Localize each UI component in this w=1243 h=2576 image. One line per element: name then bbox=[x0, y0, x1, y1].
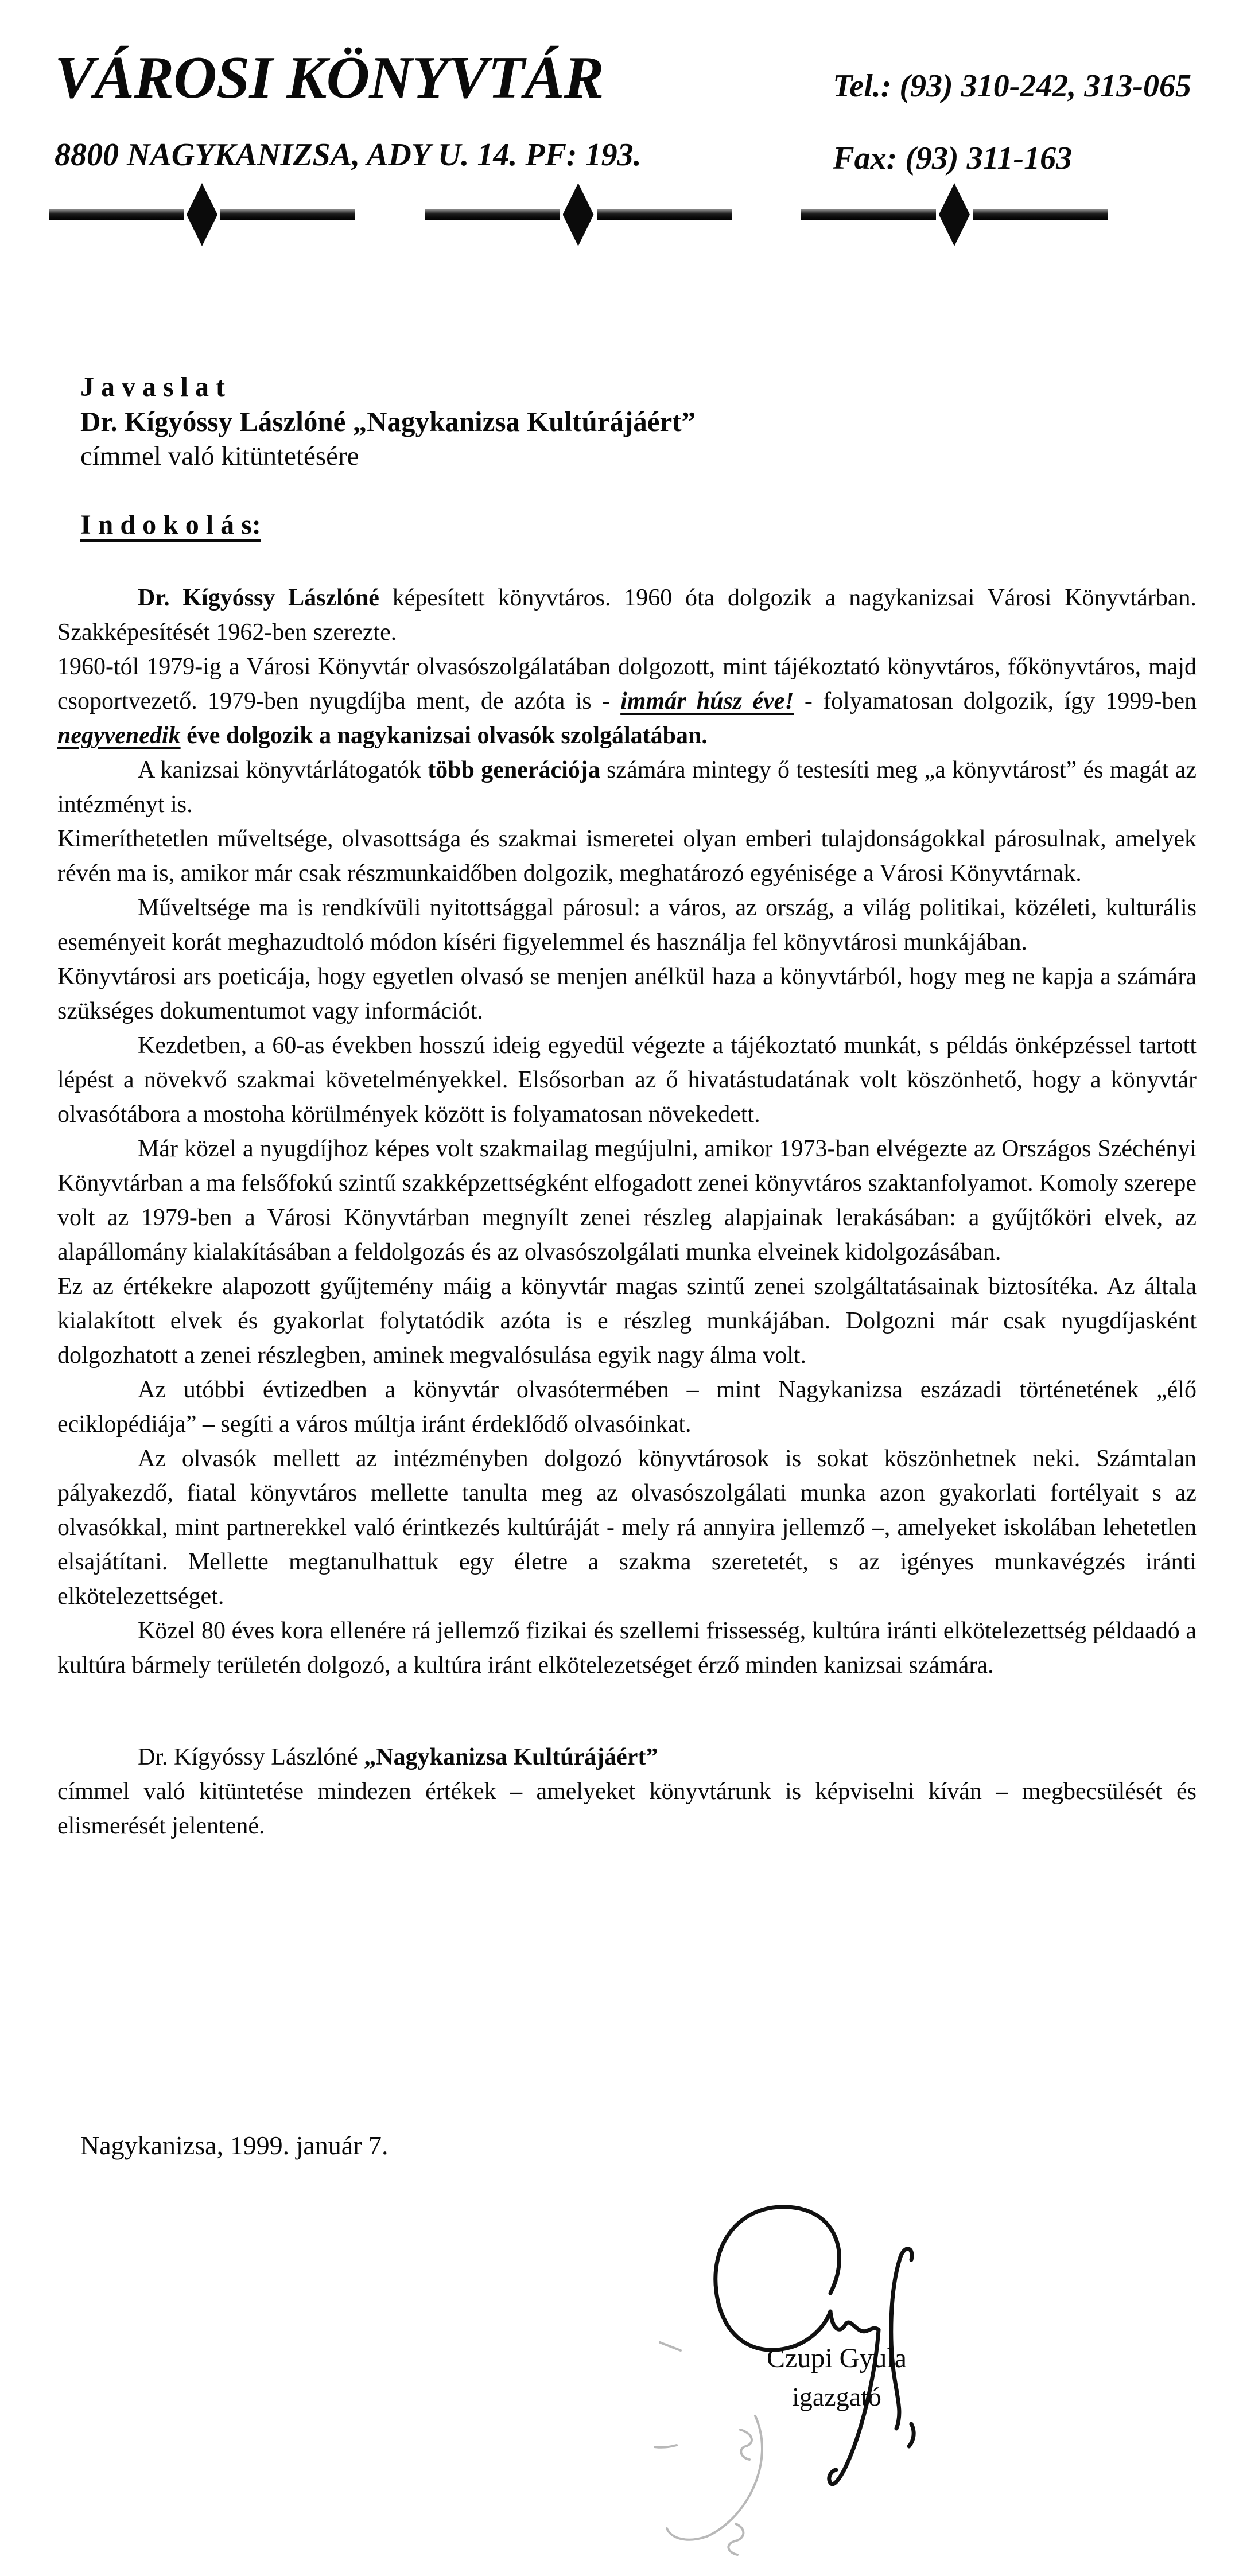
justification-heading: I n d o k o l á s: bbox=[80, 510, 261, 540]
text-run: negyvenedik bbox=[57, 722, 181, 749]
org-name: VÁROSI KÖNYVTÁR bbox=[55, 44, 604, 111]
pencil-mark bbox=[654, 2342, 762, 2555]
text-run: címmel való kitüntetése mindezen értékek – amelyeket könyvtárunk is képviselni kíván – megbecsülését és elismerését jelentené. bbox=[57, 1778, 1197, 1839]
document-paragraphs bbox=[57, 581, 1197, 1843]
body-paragraph bbox=[57, 891, 1197, 959]
body-paragraph bbox=[57, 581, 1197, 650]
divider-bar bbox=[220, 209, 355, 220]
body-paragraph bbox=[57, 1028, 1197, 1132]
signatory-name: Czupi Gyula bbox=[767, 2343, 907, 2373]
title-subtitle: címmel való kitüntetésére bbox=[80, 441, 359, 471]
text-run: - folyamatosan dolgozik, így 1999-ben bbox=[794, 688, 1197, 714]
org-fax: Fax: (93) 311-163 bbox=[833, 141, 1073, 176]
date-line: Nagykanizsa, 1999. január 7. bbox=[80, 2131, 389, 2160]
signatory-role: igazgató bbox=[792, 2382, 881, 2411]
body-paragraph bbox=[57, 959, 1197, 1028]
proposal-title: J a v a s l a t bbox=[80, 372, 225, 402]
text-run: képesített könyvtáros. 1960 óta dolgozik a nagykanizsai Városi Könyvtárban. Szakképesítését 1962-ben szerezte. bbox=[57, 585, 1197, 646]
text-run: 1960-tól 1979-ig a Városi Könyvtár olvasószolgálatában dolgozott, mint tájékoztató könyvtáros, főkönyvtáros, majd csoportvezető. 1979-ben nyugdíjba ment, de azóta is - bbox=[57, 654, 1197, 714]
title-block bbox=[80, 370, 696, 541]
body-paragraph bbox=[57, 822, 1197, 891]
body-paragraph bbox=[57, 1740, 1197, 1774]
divider-bar bbox=[801, 209, 936, 220]
text-run: Az utóbbi évtizedben a könyvtár olvasótermében – mint Nagykanizsa eszázadi történetének „élő eciklopédiája” – segíti a város múltja iránt érdeklődő olvasóinkat. bbox=[57, 1377, 1197, 1437]
letterhead-left bbox=[55, 46, 642, 173]
divider-unit bbox=[801, 183, 1108, 246]
body-paragraph bbox=[57, 1373, 1197, 1442]
body-paragraph bbox=[57, 1269, 1197, 1373]
body-paragraph bbox=[57, 1614, 1197, 1683]
divider-bar bbox=[973, 209, 1108, 220]
text-run: Dr. Kígyóssy Lászlóné bbox=[138, 585, 379, 611]
signature-block bbox=[654, 2192, 964, 2576]
divider-bar bbox=[597, 209, 732, 220]
letterhead bbox=[55, 46, 1191, 177]
org-tel: Tel.: (93) 310-242, 313-065 bbox=[833, 68, 1191, 104]
divider-unit bbox=[425, 183, 732, 246]
honoree-name-line: Dr. Kígyóssy Lászlóné „Nagykanizsa Kultúrájáért” bbox=[80, 406, 696, 437]
body-paragraph bbox=[57, 1774, 1197, 1843]
text-run: számára mintegy ő testesíti meg „a könyvtárost” és magát az intézményt is. bbox=[57, 757, 1197, 818]
text-run: „Nagykanizsa Kultúrájáért” bbox=[364, 1744, 658, 1770]
divider-unit bbox=[49, 183, 355, 246]
body-paragraph bbox=[57, 650, 1197, 753]
body-paragraph bbox=[57, 753, 1197, 822]
text-run: Kimeríthetetlen műveltsége, olvasottsága és szakmai ismeretei olyan emberi tulajdonságokkal párosulnak, amelyek révén ma is, amikor már csak részmunkaidőben dolgozik, meghatározó egyénisége a Városi Könyvtárnak. bbox=[57, 826, 1197, 887]
text-run: Kezdetben, a 60-as években hosszú ideig egyedül végezte a tájékoztató munkát, s példás önképzéssel tartott lépést a növekvő szakmai követelményekkel. Elsősorban az ő hivatástudatának volt köszönhető, hogy a könyvtár olvasótábora a mostoha körülmények között is folyamatosan növekedett. bbox=[57, 1032, 1197, 1128]
text-run: Műveltsége ma is rendkívüli nyitottsággal párosul: a város, az ország, a világ politikai, közéleti, kulturális eseményeit korát meghazudtoló módon kíséri figyelemmel és használja fel könyvtárosi munkájában. bbox=[57, 895, 1197, 955]
divider-bar bbox=[49, 209, 184, 220]
text-run: Könyvtárosi ars poeticája, hogy egyetlen olvasó se menjen anélkül haza a könyvtárból, hogy meg ne kapja a számára szükséges dokumentumot vagy információt. bbox=[57, 963, 1197, 1024]
text-run: éve dolgozik a nagykanizsai olvasók szolgálatában. bbox=[180, 722, 708, 749]
text-run: Dr. Kígyóssy Lászlóné bbox=[138, 1744, 364, 1770]
body-paragraph bbox=[57, 1442, 1197, 1614]
text-run: Ez az értékekre alapozott gyűjtemény máig a könyvtár magas szintű zenei szolgáltatásainak biztosítéka. Az általa kialakított elvek és gyakorlat folytatódik azóta is e részleg munkájában. Dolgozni már csak nyugdíjasként dolgozhatott a zenei részlegben, aminek megvalósulása egyik nagy álma volt. bbox=[57, 1273, 1197, 1369]
ornamental-divider bbox=[49, 182, 1108, 247]
text-run: A kanizsai könyvtárlátogatók bbox=[138, 757, 428, 783]
text-run: Már közel a nyugdíjhoz képes volt szakmailag megújulni, amikor 1973-ban elvégezte az Országos Széchényi Könyvtárban a ma felsőfokú szintű szakképzettségként elfogadott zenei könyvtáros szaktanfolyamot. Komoly szerepe volt az 1979-ben a Városi Könyvtárban megnyílt zenei részleg alapjainak lerakásában: a gyűjtőköri elvek, az alapállomány kialakításában a feldolgozás és az olvasószolgálati munka elveinek kidolgozásában. bbox=[57, 1136, 1197, 1265]
org-address: 8800 NAGYKANIZSA, ADY U. 14. PF: 193. bbox=[55, 137, 642, 173]
diamond-ornament-icon bbox=[939, 183, 970, 246]
text-run: Közel 80 éves kora ellenére rá jellemző fizikai és szellemi frissesség, kultúra iránti elkötelezettség példaadó a kultúra bármely területén dolgozó, a kultúra iránt elkötelezetséget érző minden kanizsai számára. bbox=[57, 1618, 1197, 1679]
letterhead-right bbox=[833, 46, 1191, 177]
body-paragraph bbox=[57, 1132, 1197, 1269]
text-run: immár húsz éve! bbox=[620, 688, 794, 714]
text-run: több generációja bbox=[428, 757, 600, 783]
diamond-ornament-icon bbox=[563, 183, 594, 246]
text-run: Az olvasók mellett az intézményben dolgozó könyvtárosok is sokat köszönhetnek neki. Számtalan pályakezdő, fiatal könyvtáros mellette tanulta meg az olvasószolgálati munka azon gyakorlati fortélyait s az olvasókkal, mint partnerekkel való érintkezés kultúráját - mely rá annyira jellemző –, amelyeket iskolában lehetetlen elsajátítani. Mellette megtanulhattuk egy életre a szakma szeretetét, s az igényes munkavégzés iránti elkötelezettséget. bbox=[57, 1446, 1197, 1610]
diamond-ornament-icon bbox=[187, 183, 217, 246]
divider-bar bbox=[425, 209, 560, 220]
